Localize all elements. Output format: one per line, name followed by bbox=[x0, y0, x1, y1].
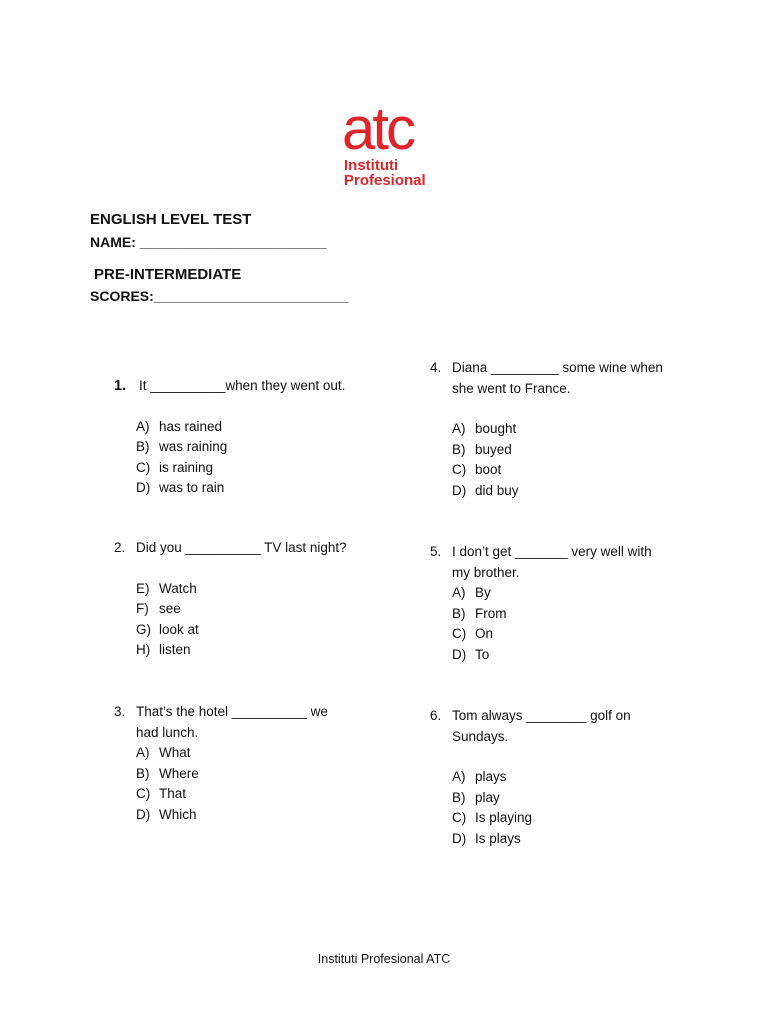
page-title: ENGLISH LEVEL TEST bbox=[90, 211, 252, 228]
question-4 bbox=[430, 358, 670, 501]
logo-line-1: Instituti bbox=[344, 157, 399, 174]
option: C) Is playing bbox=[452, 810, 533, 825]
options-list bbox=[114, 743, 354, 825]
logo-line-2: Profesional bbox=[344, 172, 426, 189]
option: D) was to rain bbox=[136, 480, 225, 495]
question-3 bbox=[114, 702, 354, 825]
option: B) Where bbox=[136, 765, 199, 781]
question-text: Tom always ________ golf on Sundays. bbox=[452, 708, 631, 744]
option: D) Which bbox=[136, 806, 197, 822]
option: B) play bbox=[452, 789, 500, 805]
option: A) plays bbox=[452, 769, 507, 784]
option: A) What bbox=[136, 745, 191, 760]
logo-mark: atc bbox=[342, 95, 414, 162]
question-number: 2. bbox=[114, 540, 126, 555]
question-text: That’s the hotel __________ we had lunch. bbox=[136, 704, 328, 740]
option: C) boot bbox=[452, 462, 502, 477]
option: D) Is plays bbox=[452, 830, 521, 846]
question-number: 6. bbox=[430, 708, 442, 723]
question-5 bbox=[430, 542, 670, 665]
question-1 bbox=[114, 376, 354, 499]
options-list bbox=[430, 767, 650, 849]
option: E) Watch bbox=[136, 580, 197, 596]
option: H) listen bbox=[136, 642, 191, 657]
question-text: It __________when they went out. bbox=[139, 378, 346, 393]
option: C) is raining bbox=[136, 459, 214, 475]
question-6 bbox=[430, 706, 650, 849]
options-list bbox=[430, 583, 670, 665]
option: D) To bbox=[452, 646, 490, 662]
page-footer: Instituti Profesional ATC bbox=[317, 952, 451, 966]
question-2 bbox=[114, 538, 354, 661]
options-list bbox=[114, 417, 354, 499]
options-list bbox=[430, 419, 670, 501]
scores-field: SCORES:_________________________ bbox=[90, 288, 349, 304]
option: B) was raining bbox=[136, 439, 228, 454]
question-text: Did you __________ TV last night? bbox=[136, 540, 347, 555]
atc-logo bbox=[340, 94, 440, 194]
option: C) That bbox=[136, 786, 187, 801]
option: F) see bbox=[136, 601, 181, 616]
option: B) From bbox=[452, 605, 507, 621]
question-text: Diana _________ some wine when she went to France. bbox=[452, 360, 663, 396]
question-text: I don’t get _______ very well with my brother. bbox=[452, 544, 652, 580]
options-list bbox=[114, 579, 354, 661]
option: D) did buy bbox=[452, 482, 519, 498]
option: A) has rained bbox=[136, 418, 223, 434]
option: B) buyed bbox=[452, 441, 512, 457]
question-number: 1. bbox=[114, 378, 127, 394]
option: C) On bbox=[452, 626, 494, 641]
option: G) look at bbox=[136, 621, 199, 637]
option: A) bought bbox=[452, 421, 517, 436]
question-number: 4. bbox=[430, 360, 442, 375]
option: A) By bbox=[452, 585, 491, 600]
question-number: 5. bbox=[430, 544, 442, 559]
question-number: 3. bbox=[114, 704, 126, 719]
level-title: PRE-INTERMEDIATE bbox=[94, 266, 242, 283]
name-field: NAME: ________________________ bbox=[90, 234, 327, 250]
